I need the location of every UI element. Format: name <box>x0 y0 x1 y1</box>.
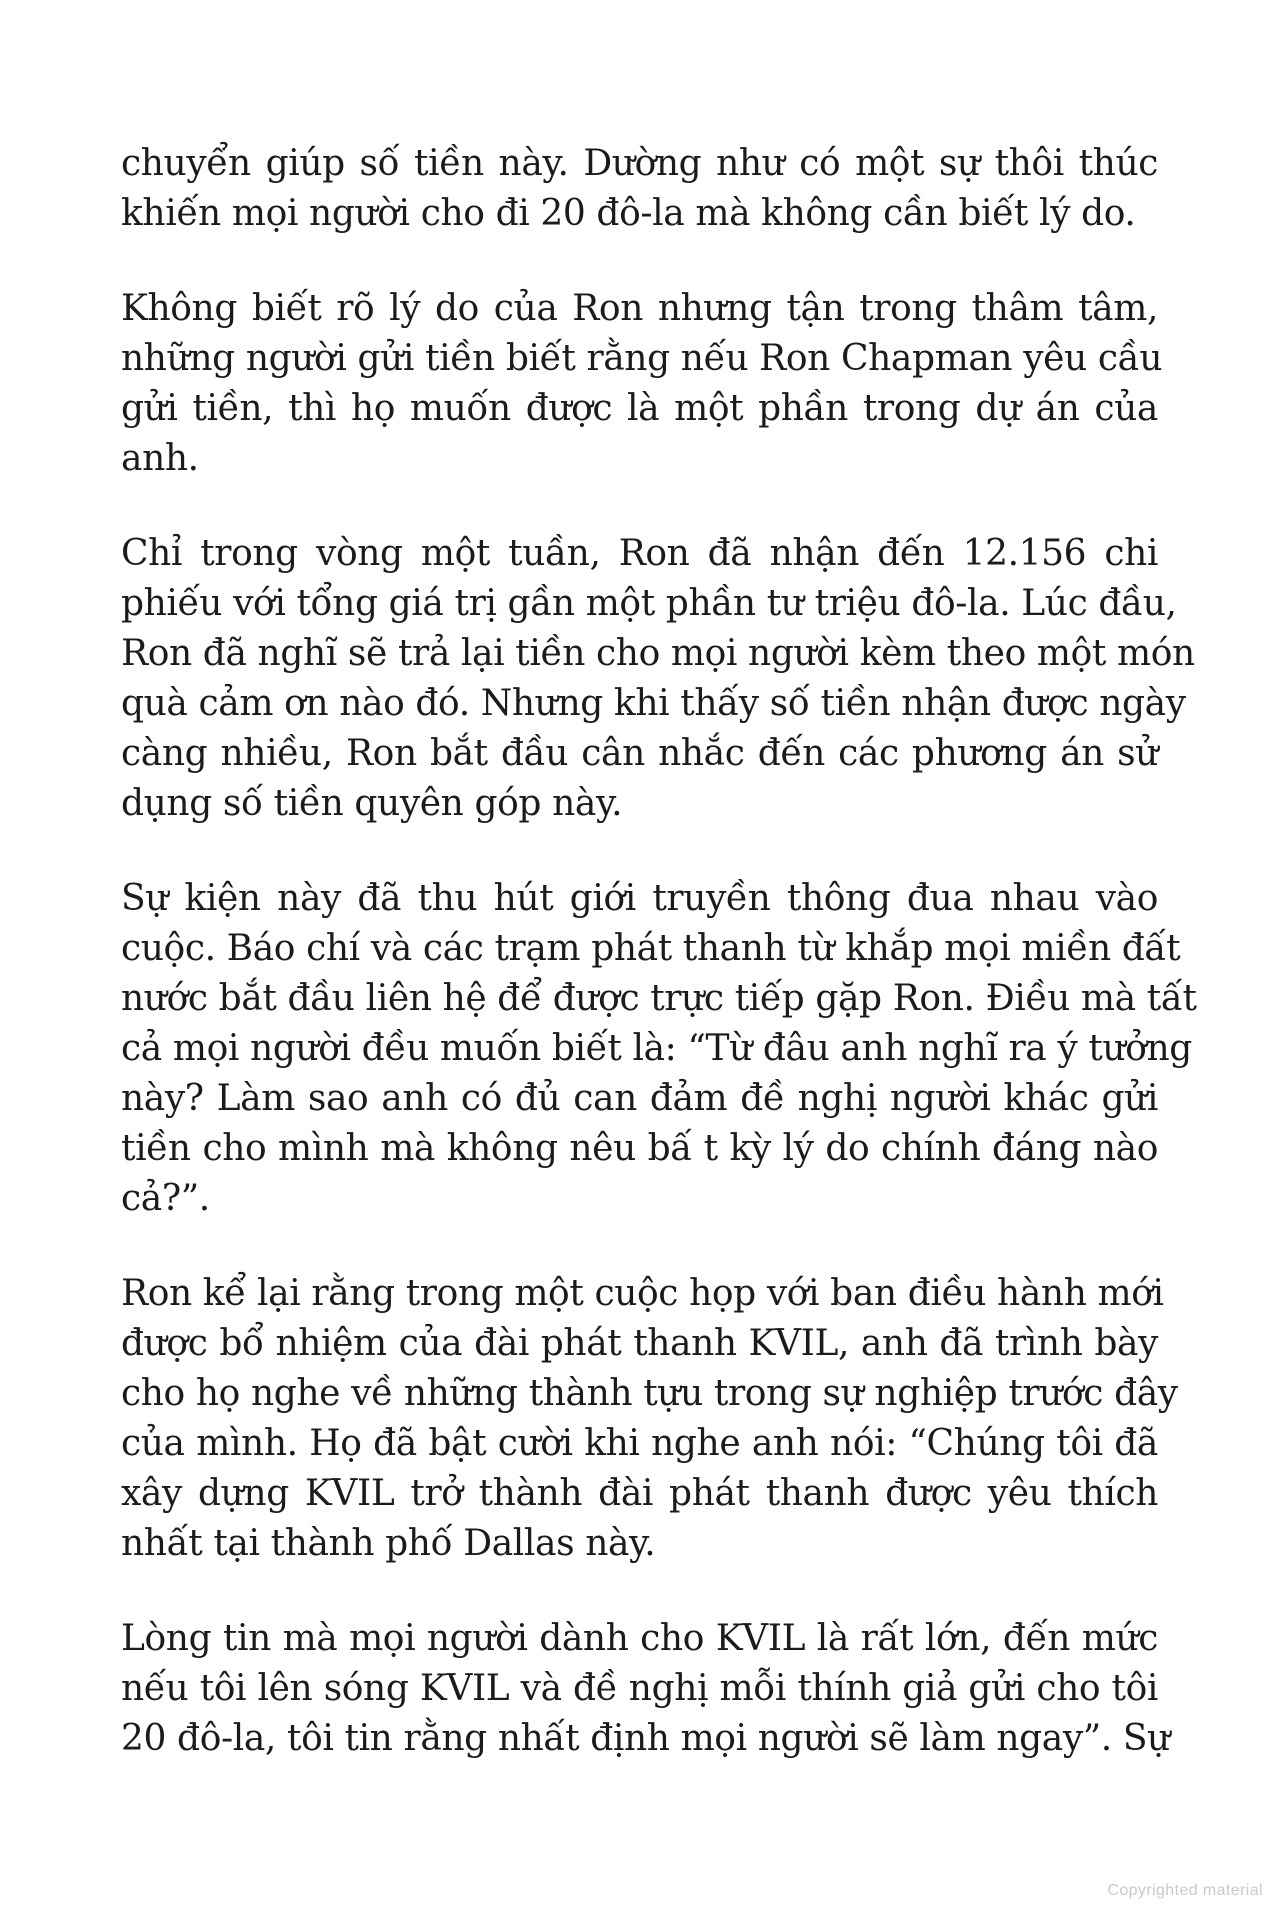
text-line: xây dựng KVIL trở thành đài phát thanh được yêu thích <box>121 1473 1158 1514</box>
text-line: nhất tại thành phố Dallas này. <box>121 1523 656 1564</box>
paragraph <box>121 1614 1170 1764</box>
text-line: Sự kiện này đã thu hút giới truyền thông đua nhau vào <box>121 878 1158 919</box>
text-line: quà cảm ơn nào đó. Nhưng khi thấy số tiền nhận được ngày <box>121 683 1186 724</box>
paragraph <box>121 284 1163 484</box>
text-line: nếu tôi lên sóng KVIL và đề nghị mỗi thính giả gửi cho tôi <box>121 1668 1158 1709</box>
paragraph <box>121 874 1197 1224</box>
paragraph <box>121 139 1158 239</box>
text-line: cả mọi người đều muốn biết là: “Từ đâu anh nghĩ ra ý tưởng <box>121 1028 1192 1069</box>
copyright-watermark: Copyrighted material <box>1107 1882 1263 1899</box>
text-line: càng nhiều, Ron bắt đầu cân nhắc đến các phương án sử <box>121 733 1158 774</box>
text-line: cho họ nghe về những thành tựu trong sự nghiệp trước đây <box>121 1373 1178 1414</box>
text-line: những người gửi tiền biết rằng nếu Ron Chapman yêu cầu <box>121 338 1163 379</box>
text-block <box>121 139 1197 1809</box>
text-line: phiếu với tổng giá trị gần một phần tư triệu đô-la. Lúc đầu, <box>121 583 1177 624</box>
text-line: Không biết rõ lý do của Ron nhưng tận trong thâm tâm, <box>121 288 1158 329</box>
text-line: khiến mọi người cho đi 20 đô-la mà không cần biết lý do. <box>121 193 1136 234</box>
text-line: Ron đã nghĩ sẽ trả lại tiền cho mọi người kèm theo một món <box>121 633 1195 674</box>
text-line: của mình. Họ đã bật cười khi nghe anh nói: “Chúng tôi đã <box>121 1423 1158 1464</box>
text-line: cuộc. Báo chí và các trạm phát thanh từ khắp mọi miền đất <box>121 928 1181 969</box>
text-line: Lòng tin mà mọi người dành cho KVIL là rất lớn, đến mức <box>121 1618 1158 1659</box>
text-line: anh. <box>121 438 199 479</box>
text-line: chuyển giúp số tiền này. Dường như có một sự thôi thúc <box>121 143 1158 184</box>
text-line: này? Làm sao anh có đủ can đảm đề nghị người khác gửi <box>121 1078 1158 1119</box>
paragraph <box>121 529 1195 829</box>
text-line: Ron kể lại rằng trong một cuộc họp với ban điều hành mới <box>121 1273 1164 1314</box>
text-line: gửi tiền, thì họ muốn được là một phần trong dự án của <box>121 388 1158 429</box>
text-line: tiền cho mình mà không nêu bấ t kỳ lý do chính đáng nào <box>121 1128 1158 1169</box>
text-line: 20 đô-la, tôi tin rằng nhất định mọi người sẽ làm ngay”. Sự <box>121 1718 1170 1759</box>
text-line: Chỉ trong vòng một tuần, Ron đã nhận đến 12.156 chi <box>121 533 1158 574</box>
text-line: dụng số tiền quyên góp này. <box>121 783 623 824</box>
paragraph <box>121 1269 1178 1569</box>
text-line: được bổ nhiệm của đài phát thanh KVIL, anh đã trình bày <box>121 1323 1158 1364</box>
text-line: nước bắt đầu liên hệ để được trực tiếp gặp Ron. Điều mà tất <box>121 978 1197 1019</box>
text-line: cả?”. <box>121 1178 210 1219</box>
